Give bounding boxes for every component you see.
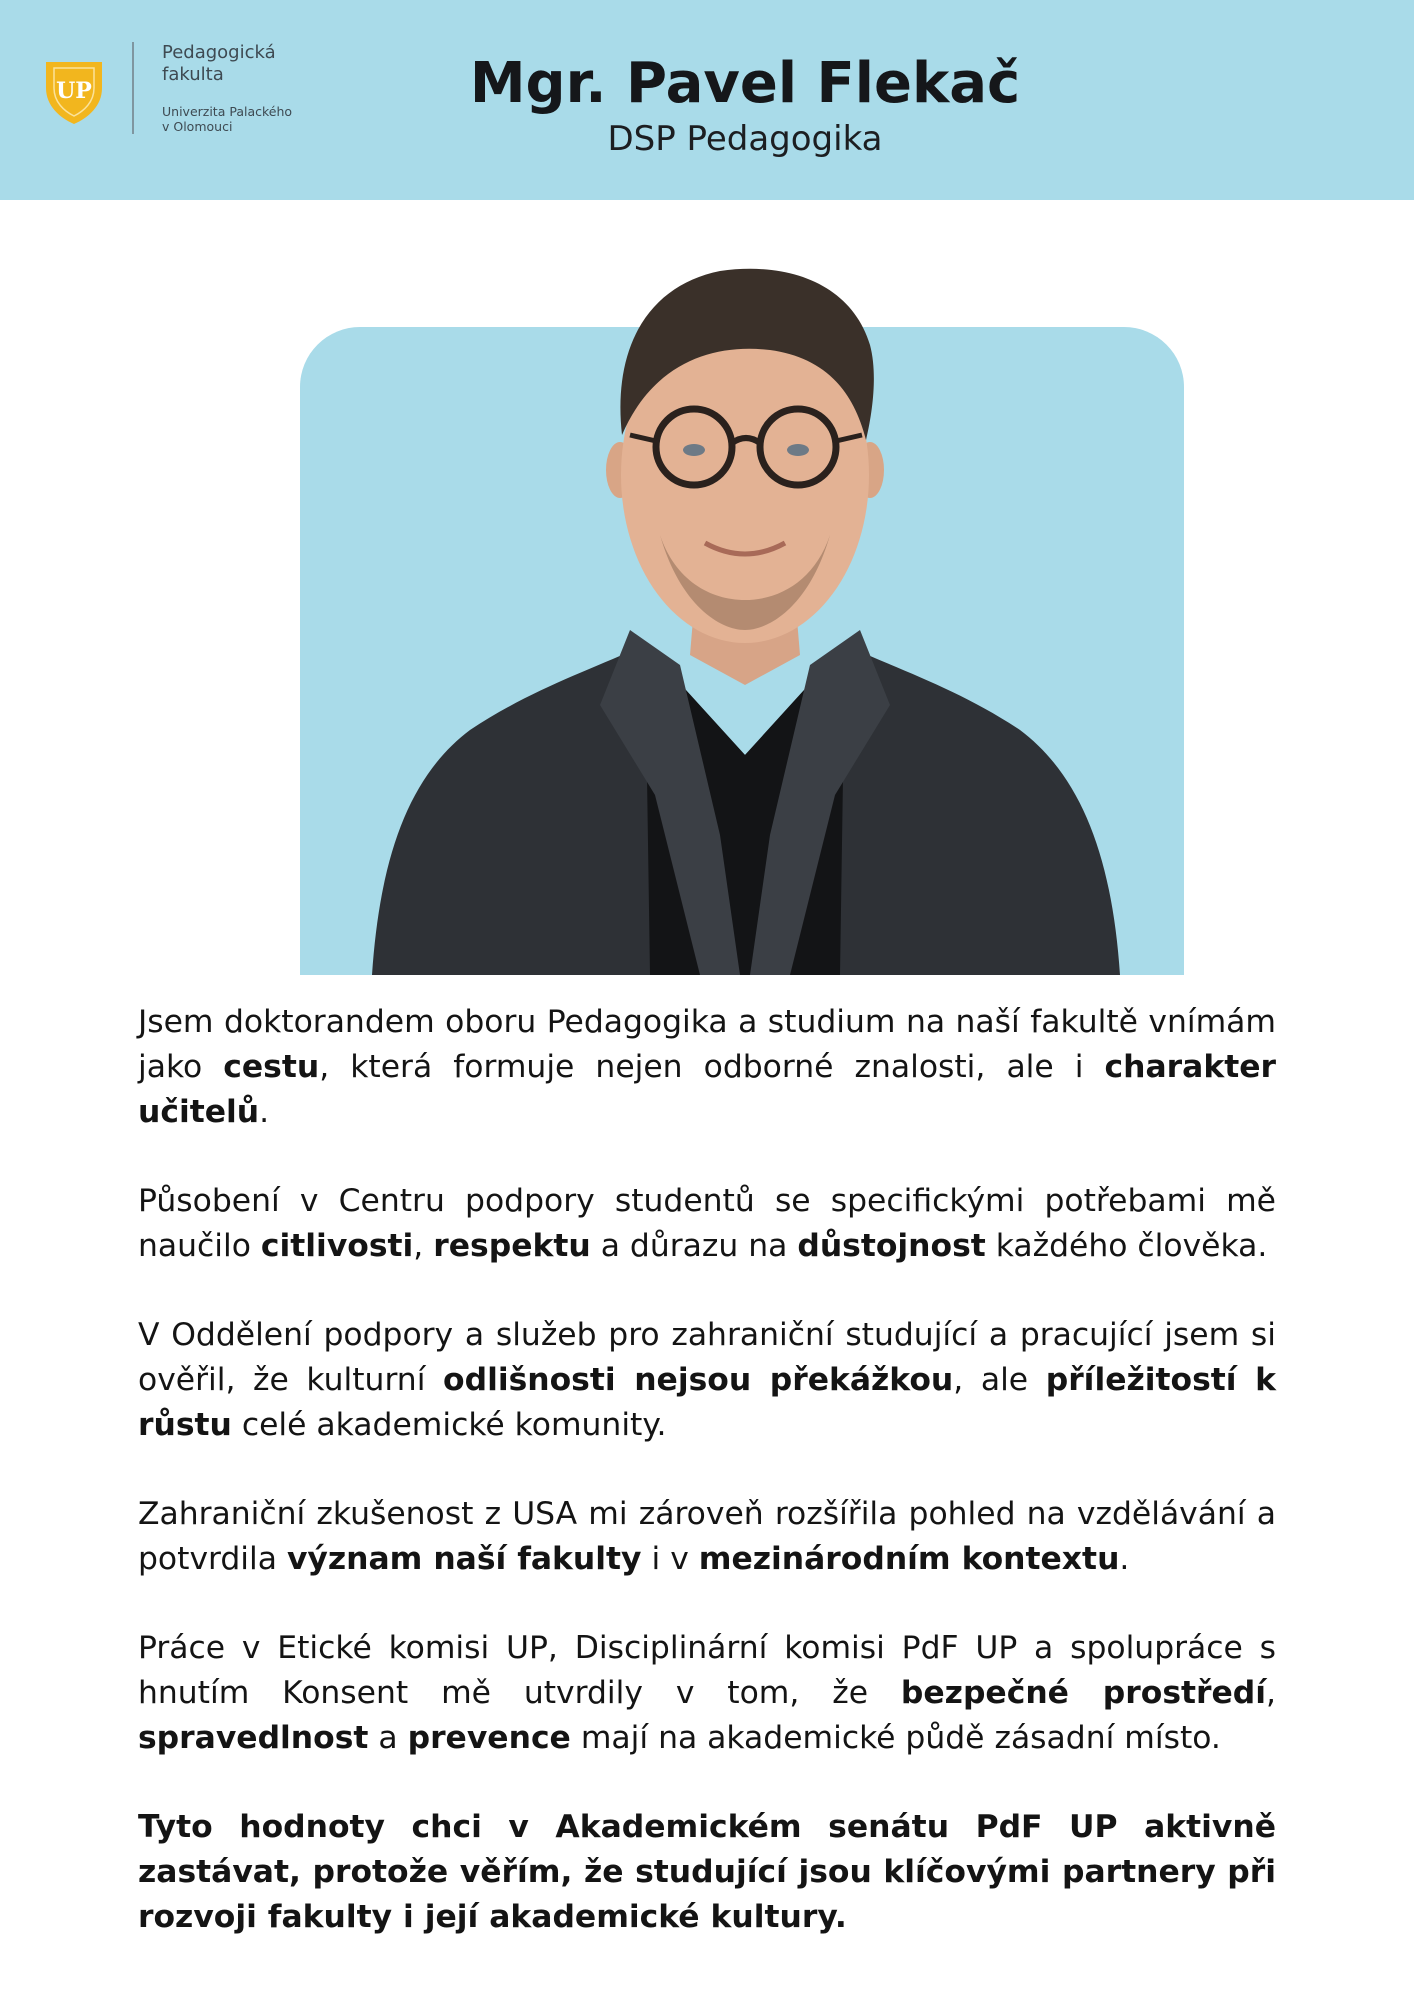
candidate-photo xyxy=(300,235,1190,980)
logo-faculty-line1: Pedagogická xyxy=(162,42,276,63)
study-program: DSP Pedagogika xyxy=(607,119,883,159)
logo-divider xyxy=(132,42,134,134)
text-segment: i v xyxy=(641,1541,699,1577)
text-segment: . xyxy=(259,1094,270,1130)
logo-mark-text: UP xyxy=(56,78,92,104)
highlight-path: cestu xyxy=(223,1049,320,1085)
text-segment: celé akademické komunity. xyxy=(231,1407,667,1443)
highlight-justice: spravedlnost xyxy=(138,1720,369,1756)
logo-university-line1: Univerzita Palackého xyxy=(162,104,293,119)
text-segment: Jsem doktorandem oboru Pedagogika a studium na naší fakultě vnímám jako xyxy=(138,1004,1276,1085)
text-segment: . xyxy=(1119,1541,1130,1577)
highlight-dignity: důstojnost xyxy=(797,1228,986,1264)
text-segment: mají na akademické půdě zásadní místo. xyxy=(570,1720,1221,1756)
faculty-logo xyxy=(44,40,314,150)
text-segment: , xyxy=(1266,1675,1276,1711)
highlight-sensitivity: citlivosti xyxy=(260,1228,414,1264)
paragraph-support-center xyxy=(138,1179,1276,1269)
text-segment: každého člověka. xyxy=(985,1228,1268,1264)
highlight-character: charakter učitelů xyxy=(138,1049,1276,1130)
logo-university-line2: v Olomouci xyxy=(162,119,233,134)
highlight-opportunity: příležitostí k růstu xyxy=(138,1362,1276,1443)
text-segment: Zahraniční zkušenost z USA mi zároveň rozšířila pohled na vzdělávání a potvrdila xyxy=(138,1496,1276,1577)
paragraph-study xyxy=(138,1000,1276,1135)
logo-university-name xyxy=(162,104,322,134)
portrait-illustration xyxy=(300,235,1190,980)
text-segment: , která formuje nejen odborné znalosti, ale i xyxy=(319,1049,1105,1085)
closing-statement: Tyto hodnoty chci v Akademickém senátu PdF UP aktivně zastávat, protože věřím, že studující jsou klíčovými partnery při rozvoji fakulty i její akademické kultury. xyxy=(138,1809,1276,1935)
statement xyxy=(138,1000,1276,1940)
text-segment: , ale xyxy=(953,1362,1046,1398)
paragraph-international xyxy=(138,1313,1276,1448)
text-segment: Práce v Etické komisi UP, Disciplinární komisi PdF UP a spolupráce s hnutím Konsent mě utvrdily v tom, že xyxy=(138,1630,1276,1711)
text-segment: Působení v Centru podpory studentů se specifickými potřebami mě naučilo xyxy=(138,1183,1276,1264)
paragraph-usa-experience xyxy=(138,1492,1276,1582)
highlight-safe-environment: bezpečné prostředí xyxy=(900,1675,1267,1711)
text-segment: V Oddělení podpory a služeb pro zahraniční studující a pracující jsem si ověřil, že kulturní xyxy=(138,1317,1276,1398)
page-header xyxy=(0,0,1414,200)
text-segment: , xyxy=(413,1228,434,1264)
logo-faculty-line2: fakulta xyxy=(162,64,224,85)
highlight-respect: respektu xyxy=(433,1228,591,1264)
text-segment: a důrazu na xyxy=(590,1228,798,1264)
highlight-international-context: mezinárodním kontextu xyxy=(698,1541,1120,1577)
text-segment: a xyxy=(368,1720,408,1756)
highlight-prevention: prevence xyxy=(407,1720,571,1756)
highlight-differences: odlišnosti nejsou překážkou xyxy=(443,1362,954,1398)
candidate-name: Mgr. Pavel Flekač xyxy=(469,51,1021,116)
highlight-faculty-importance: význam naší fakulty xyxy=(286,1541,642,1577)
university-shield-icon xyxy=(44,58,104,126)
logo-faculty-name xyxy=(162,42,312,86)
paragraph-committees xyxy=(138,1626,1276,1761)
